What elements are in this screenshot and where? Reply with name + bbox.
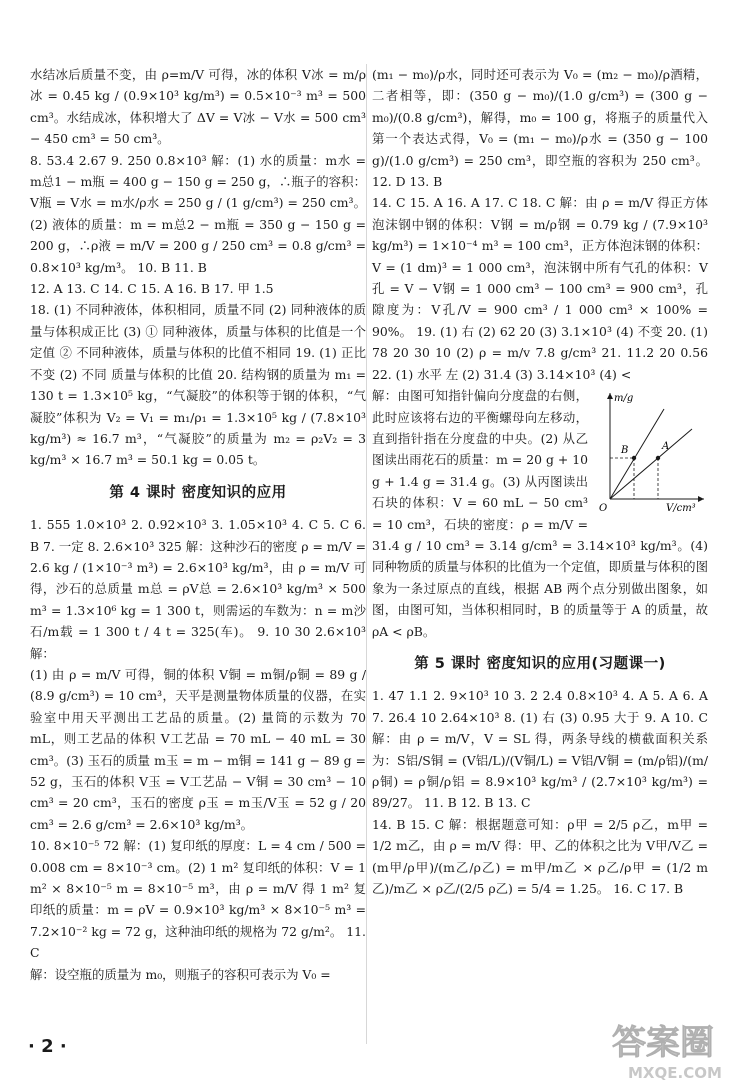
mass-volume-graph [596,387,708,515]
answer-paragraph: 14. B 15. C 解：根据题意可知：ρ甲 = 2/5 ρ乙，m甲 = 1/2 m乙，由 ρ = m/V 得：甲、乙的体积之比为 V甲/V乙 = (m甲/ρ甲)/(m乙/ρ乙) = m甲/m乙 × ρ乙/ρ甲 = (1/2 m乙)/m乙 × ρ乙/(2/5 ρ乙) = 5/4 = 1.25。 16. C 17. B [372,816,708,897]
column-divider [366,64,367,1044]
line-a [610,429,692,499]
answer-paragraph: 12. A 13. C 14. C 15. A 16. B 17. 甲 1.5 [30,281,274,297]
left-column [30,64,366,985]
answer-paragraph: 10. 8×10⁻⁵ 72 解：(1) 复印纸的厚度：L = 4 cm / 500 = 0.008 cm = 8×10⁻³ cm。(2) 1 m² 复印纸的体积：V = 1 m² × 8×10⁻⁵ m = 8×10⁻⁵ m³，由 ρ = m/V 得 1 m² 复印纸的质量：m = ρV = 0.9×10³ kg/m³ × 8×10⁻⁵ m³ = 7.2×10⁻² kg = 72 g，这种油印纸的规格为 72 g/m²。 11. C [30,838,366,961]
answer-paragraph: 8. 53.4 2.67 9. 250 0.8×10³ 解：(1) 水的质量：m水 = m总1 − m瓶 = 400 g − 150 g = 250 g，∴瓶子的容积：V瓶 = V水 = m水/ρ水 = 250 g / (1 g/cm³) = 250 cm³。(2) 液体的质量：m = m总2 − m瓶 = 350 g − 150 g = 200 g，∴ρ液 = m/V = 200 g / 250 cm³ = 0.8 g/cm³ = 0.8×10³ kg/m³。 10. B 11. B [30,152,366,275]
answer-paragraph: 水结冰后质量不变，由 ρ=m/V 可得，冰的体积 V冰 = m/ρ冰 = 0.45 kg / (0.9×10³ kg/m³) = 0.5×10⁻³ m³ = 500 cm³。水结成冰，体积增大了 ΔV = V冰 − V水 = 500 cm³ − 450 cm³ = 50 cm³。 [30,67,366,147]
watermark-url: MXQE.COM [628,1064,722,1082]
x-axis-label: V/cm³ [666,503,696,515]
right-column [372,64,708,899]
answer-paragraph: 1. 47 1.1 2. 9×10³ 10 3. 2 2.4 0.8×10³ 4. A 5. A 6. A 7. 26.4 10 2.64×10³ 8. (1) 右 (3) 0.95 大于 9. A 10. C 解：由 ρ = m/V，V = SL 得，两条导线的横截面积关系为：S铝/S铜 = (V铝/L)/(V铜/L) = V铝/V铜 = (m/ρ铝)/(m/ρ铜) = ρ铜/ρ铝 = 8.9×10³ kg/m³ / (2.7×10³ kg/m³) = 89/27。 11. B 12. B 13. C [372,688,708,811]
point-b-label: B [621,445,629,457]
answer-paragraph: 18. (1) 不同种液体，体积相同，质量不同 (2) 同种液体的质量与体积成正比 (3) ① 同种液体，质量与体积的比值是一个定值 ② 不同种液体，质量与体积的比值不相同 19. (1) 正比 不变 (2) 不同 质量与体积的比值 20. 结构钢的质量为 m₁ = 130 t = 1.3×10⁵ kg，“气凝胶”的体积等于钢的体积，“气凝胶”体积为 V₂ = V₁ = m₁/ρ₁ = 1.3×10⁵ kg / (7.8×10³ kg/m³) ≈ 16.7 m³，“气凝胶”的质量为 m₂ = ρ₂V₂ = 3 kg/m³ × 16.7 m³ = 50.1 kg = 0.05 t。 [30,302,366,468]
line-b [610,409,664,499]
answer-paragraph: 1. 555 1.0×10³ 2. 0.92×10³ 3. 1.05×10³ 4. C 5. C 6. B 7. 一定 8. 2.6×10³ 325 解：这种沙石的密度 ρ = m/V = 2.6 kg / (1×10⁻³ m³) = 2.6×10³ kg/m³，由 ρ = m/V 可得，沙石的总质量 m总 = ρV总 = 2.6×10³ kg/m³ × 500 m³ = 1.3×10⁶ kg = 1 300 t，则需运的车数为：n = m沙石/m载 = 1 300 t / 4 t = 325(车)。 9. 10 30 2.6×10³ 解： [30,517,366,661]
section-title: 第 4 课时 密度知识的应用 [109,484,287,501]
y-axis-arrow-icon [607,393,613,399]
x-axis-arrow-icon [698,496,704,502]
origin-label: O [599,503,608,515]
page-number: · 2 · [28,1036,67,1057]
point-a-label: A [662,441,670,453]
mass-volume-graph-svg [596,387,708,515]
watermark-svg [606,1012,736,1084]
watermark-brand: 答案圈 [612,1023,714,1063]
answer-paragraph: (1) 由 ρ = m/V 可得，铜的体积 V铜 = m铜/ρ铜 = 89 g / (8.9 g/cm³) = 10 cm³，天平是测量物体质量的仪器，在实验室中用天平测出工艺品的质量。(2) 量筒的示数为 70 mL，则工艺品的体积 V工艺品 = 70 mL − 40 mL = 30 cm³。(3) 玉石的质量 m玉 = m − m铜 = 141 g − 89 g = 52 g，玉石的体积 V玉 = V工艺品 − V铜 = 30 cm³ − 10 cm³ = 20 cm³，玉石的密度 ρ玉 = m玉/V玉 = 52 g / 20 cm³ = 2.6 g/cm³ = 2.6×10³ kg/m³。 [30,666,366,832]
watermark-logo [606,1012,736,1084]
answer-paragraph: (m₁ − m₀)/ρ水，同时还可表示为 V₀ = (m₂ − m₀)/ρ酒精，二者相等，即：(350 g − m₀)/(1.0 g/cm³) = (300 g − m₀)/(0.8 g/cm³)，解得，m₀ = 100 g，将瓶子的质量代入第一个表达式得，V₀ = (m₁ − m₀)/ρ水 = (350 g − 100 g)/(1.0 g/cm³) = 250 cm³，即空瓶的容积为 250 cm³。 12. D 13. B [372,67,708,190]
answer-paragraph: 14. C 15. A 16. A 17. C 18. C 解：由 ρ = m/V 得正方体泡沫钢中钢的体积：V钢 = m/ρ钢 = 0.79 kg / (7.9×10³ kg/m³) = 1×10⁻⁴ m³ = 100 cm³，正方体泡沫钢的体积：V = (1 dm)³ = 1 000 cm³，泡沫钢中所有气孔的体积：V孔 = V − V钢 = 1 000 cm³ − 100 cm³ = 900 cm³，孔隙度为：V孔/V = 900 cm³ / 1 000 cm³ × 100% = 90%。 19. (1) 右 (2) 62 20 (3) 3.1×10³ (4) 不变 20. (1) 78 20 30 10 (2) ρ = m/v 7.8 g/cm³ 21. 11.2 20 0.56 22. (1) 水平 左 (2) 31.4 (3) 3.14×10³ (4) < [372,195,708,382]
point-a-dot [656,456,660,460]
section-title: 第 5 课时 密度知识的应用(习题课一) [414,655,666,672]
answer-paragraph: 解：设空瓶的质量为 m₀，则瓶子的容积可表示为 V₀ = [30,966,331,982]
point-b-dot [632,456,636,460]
y-axis-label: m/g [614,393,634,405]
answer-paragraph: 解：由图可知指针偏向分度盘的右侧，此时应该将右边的平衡螺母向左移动，直到指针指在分度盘的中央。(2) 从乙图读出雨花石的质量：m = 20 g + 10 g + 1.4 g = 31.4 g。(3) 从丙图读出石块的体积：V = 60 mL − 50 cm³ = 10 cm³，石块的密度：ρ = m/V = 31.4 g / 10 cm³ = 3.14 g/cm³ = 3.14×10³ kg/m³。(4) 同种物质的质量与体积的比值为一个定值，即质量与体积的图象为一条过原点的直线，根据 AB 两个点分别做出图象，如图，由图可知，当体积相同时，B 的质量等于 A 的质量，故 ρA < ρB。 [372,388,708,639]
